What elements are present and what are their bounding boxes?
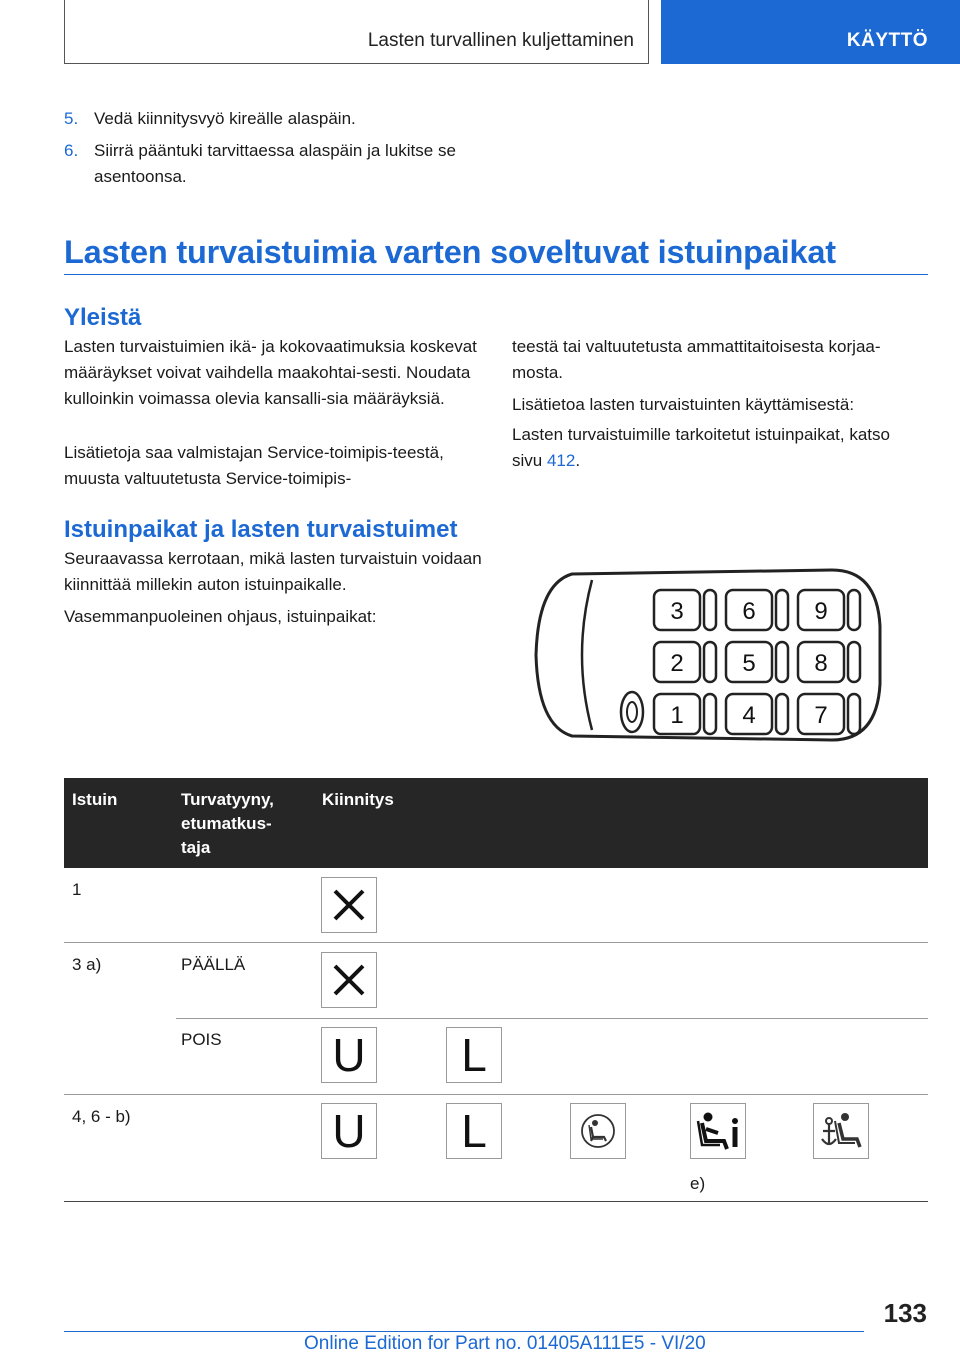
- seat-7: [798, 694, 860, 734]
- header-airbag: [181, 788, 274, 860]
- seat-3: [654, 590, 716, 630]
- cross-icon: [321, 877, 377, 933]
- header-airbag-line-3: taja: [181, 838, 211, 857]
- chapter-title: KÄYTTÖ: [846, 30, 928, 51]
- seat-4: [726, 694, 788, 734]
- seats-paragraph-1: Seuraavassa kerrotaan, mikä lasten turvaistuin voidaan kiinnittää millekin auton istuinpaikalle.: [64, 549, 482, 594]
- symbol-letter: U: [332, 1029, 366, 1081]
- chapter-tab[interactable]: [661, 0, 960, 64]
- page-link-412[interactable]: 412: [546, 451, 576, 470]
- row-divider: [176, 1018, 928, 1019]
- seats-heading: Istuinpaikat ja lasten turvaistuimet: [64, 516, 458, 543]
- step-text: Vedä kiinnitysvyö kireälle alaspäin.: [94, 109, 356, 128]
- running-header: [64, 0, 649, 64]
- row-1-seat: 1: [72, 880, 82, 899]
- step-number: 5.: [64, 109, 79, 128]
- semi-universal-l-icon: [446, 1103, 502, 1159]
- footer-edition: Online Edition for Part no. 01405A111E5 - VI/20: [304, 1333, 706, 1354]
- universal-u-icon: [321, 1103, 377, 1159]
- header-section-title: Lasten turvallinen kuljettaminen: [367, 30, 634, 51]
- semi-universal-l-icon: [446, 1027, 502, 1083]
- seats-paragraph-2: Vasemmanpuoleinen ohjaus, istuinpaikat:: [64, 607, 377, 626]
- seat-number: 6: [742, 598, 756, 625]
- general-paragraph-1: Lasten turvaistuimien ikä- ja kokovaatimuksia koskevat määräykset voivat vaihdella maakohtai-sesti. Noudata kulloinkin voimassa olevia kansalli-sia määräyksiä.: [64, 337, 477, 408]
- seat-layout-diagram: [532, 566, 882, 744]
- header-airbag-line-1: Turvatyyny,: [181, 790, 274, 809]
- period: .: [575, 451, 581, 470]
- general-paragraph-2-start: [64, 440, 484, 492]
- row-2-airbag-on: PÄÄLLÄ: [181, 955, 246, 974]
- table-header: [64, 778, 928, 868]
- row-divider: [64, 942, 928, 943]
- seat-5: [726, 642, 788, 682]
- seat-number: 7: [814, 702, 828, 729]
- step-text: Siirrä pääntuki tarvittaessa alaspäin ja lukitse se asentoonsa.: [94, 141, 456, 186]
- child-seat-i-size-icon: [690, 1103, 746, 1159]
- seat-6: [726, 590, 788, 630]
- seat-number: 2: [670, 650, 684, 677]
- row-2-seat: 3 a): [72, 955, 102, 974]
- heading-divider: [64, 274, 928, 275]
- steering-wheel-icon: [621, 692, 643, 732]
- row-divider: [64, 1094, 928, 1095]
- windshield-line: [582, 580, 592, 730]
- seat-number: 8: [814, 650, 828, 677]
- general-paragraph-2: Lisätietoja saa valmistajan Service-toimipis-teestä, muusta valtuutetusta Service-toimipis-: [64, 443, 444, 488]
- footer-rule: [64, 1331, 864, 1332]
- seat-grid: [654, 590, 860, 734]
- universal-u-icon: [321, 1027, 377, 1083]
- seat-reference-text: Lasten turvaistuimille tarkoitetut istuinpaikat, katso sivu: [512, 425, 890, 470]
- row-3-seat: 4, 6 - b): [72, 1107, 131, 1126]
- symbol-letter: U: [332, 1105, 366, 1157]
- seat-number: 3: [670, 598, 684, 625]
- row-2-airbag-off: POIS: [181, 1030, 222, 1049]
- general-paragraph-2-tail: teestä tai valtuutetusta ammattitaitoisesta korjaa-mosta.: [512, 337, 881, 382]
- child-seat-anchor-icon: [813, 1103, 869, 1159]
- header-mounting: Kiinnitys: [322, 790, 394, 809]
- page-number: 133: [883, 1298, 927, 1328]
- seat-2: [654, 642, 716, 682]
- symbol-letter: L: [461, 1105, 487, 1157]
- seat-number: 4: [742, 702, 756, 729]
- seat-9: [798, 590, 860, 630]
- row-3-note: e): [690, 1174, 706, 1193]
- child-seat-icon: [570, 1103, 626, 1159]
- general-heading: Yleistä: [64, 304, 142, 331]
- seat-number: 9: [814, 598, 828, 625]
- seat-number: 5: [742, 650, 756, 677]
- main-heading: Lasten turvaistuimia varten soveltuvat istuinpaikat: [64, 234, 836, 270]
- header-airbag-line-2: etumatkus-: [181, 814, 272, 833]
- general-paragraph-4: [512, 422, 912, 474]
- table-end-rule: [64, 1201, 928, 1202]
- seat-1: [654, 694, 716, 734]
- step-number: 6.: [64, 141, 79, 160]
- general-paragraph-3: Lisätietoa lasten turvaistuinten käyttämisestä:: [512, 395, 855, 414]
- seat-number: 1: [670, 702, 684, 729]
- seat-8: [798, 642, 860, 682]
- symbol-letter: L: [461, 1029, 487, 1081]
- header-seat: Istuin: [72, 790, 118, 809]
- cross-icon: [321, 952, 377, 1008]
